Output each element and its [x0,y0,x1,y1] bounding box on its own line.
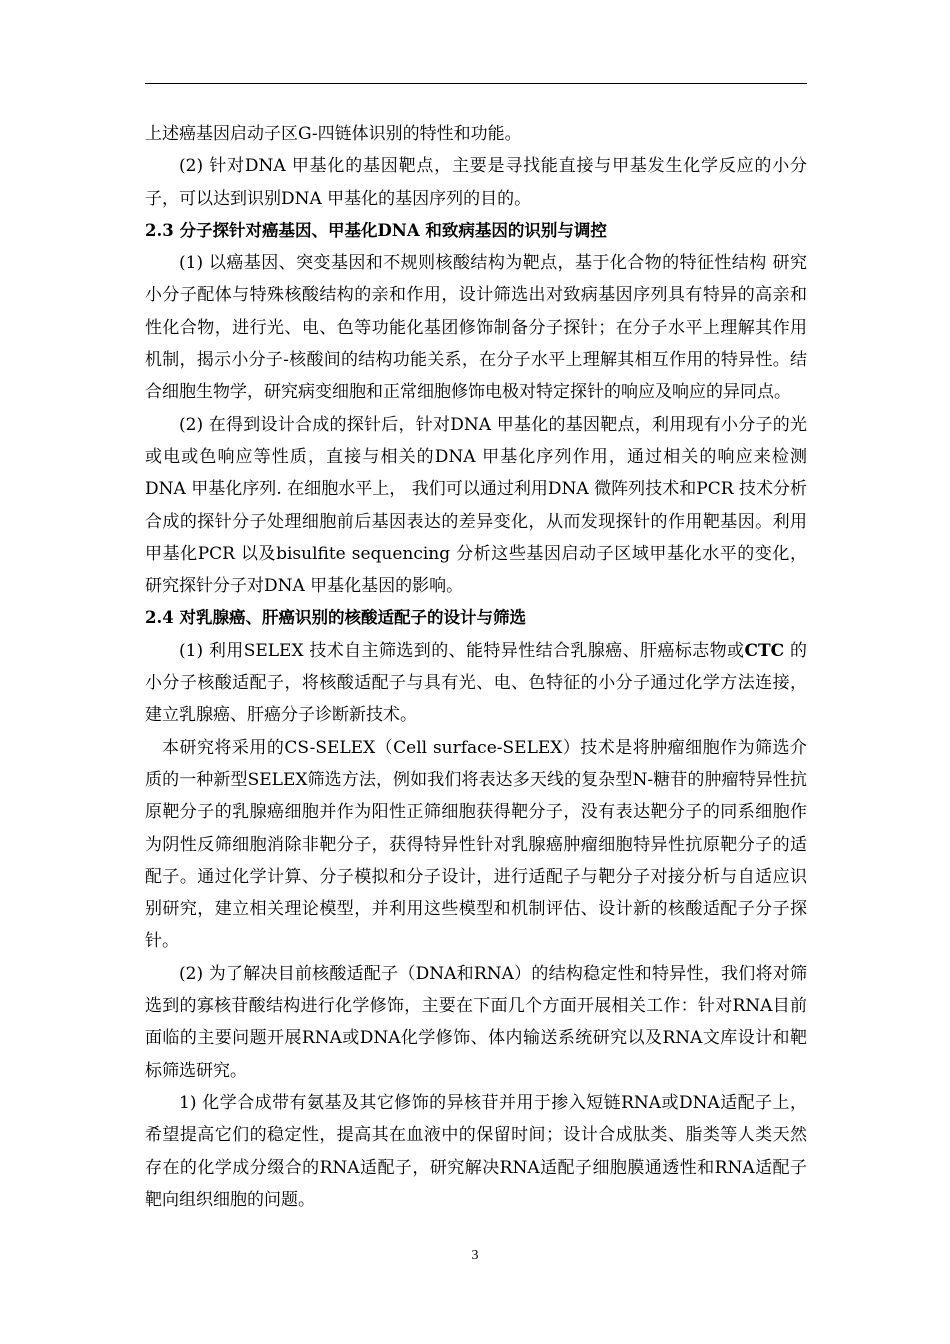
ctc-term: CTC [744,640,785,661]
body-text [145,118,807,1216]
selex-text-part2: 的小分子核酸适配子，将核酸适配子与具有光、电、色特征的小分子通过化学方法连接，建立乳腺癌、肝癌分子诊断新技术。 [145,640,807,726]
section-heading-2-4: 2.4 对乳腺癌、肝癌识别的核酸适配子的设计与筛选 [145,608,526,628]
section-heading-2-3: 2.3 分子探针对癌基因、甲基化DNA 和致病基因的识别与调控 [145,220,607,240]
paragraph-continuation: 上述癌基因启动子区G-四链体识别的特性和功能。 [145,124,522,144]
paragraph-dna-methylation-target: (2) 针对DNA 甲基化的基因靶点，主要是寻找能直接与甲基发生化学反应的小分子，可以达到识别DNA 甲基化的基因序列的目的。 [145,156,807,209]
paragraph-probe-detection: (2) 在得到设计合成的探针后，针对DNA 甲基化的基因靶点，利用现有小分子的光或电或色响应等性质，直接与相关的DNA 甲基化序列作用，通过相关的响应来检测DNA 甲基化序列. 在细胞水平上， 我们可以通过利用DNA 微阵列技术和PCR 技术分析合成的探针分子处理细胞前后基因表达的差异变化，从而发现探针的作用靶基因。利用甲基化PCR 以及bisulfite sequencing 分析这些基因启动子区域甲基化水平的变化，研究探针分子对DNA 甲基化基因的影响。 [145,414,807,597]
page-number: 3 [471,1248,479,1263]
paragraph-modified-nucleosides: 1) 化学合成带有氨基及其它修饰的异核苷并用于掺入短链RNA或DNA适配子上，希望提高它们的稳定性，提高其在血液中的保留时间；设计合成肽类、脂类等人类天然存在的化学成分缀合的RNA适配子，研究解决RNA适配子细胞膜通透性和RNA适配子靶向组织细胞的问题。 [145,1092,807,1210]
header-rule [145,83,807,84]
selex-text-part1: (1) 利用SELEX 技术自主筛选到的、能特异性结合乳腺癌、肝癌标志物或 [179,640,745,661]
paragraph-selex-aptamer [145,635,807,732]
paragraph-chemical-modification: (2) 为了解决目前核酸适配子（DNA和RNA）的结构稳定性和特异性，我们将对筛选到的寡核苷酸结构进行化学修饰，主要在下面几个方面开展相关工作：针对RNA目前面临的主要问题开展RNA或DNA化学修饰、体内输送系统研究以及RNA文库设计和靶标筛选研究。 [145,963,807,1081]
paragraph-cs-selex: 本研究将采用的CS-SELEX（Cell surface-SELEX）技术是将肿瘤细胞作为筛选介质的一种新型SELEX筛选方法，例如我们将表达多天线的复杂型N-糖苷的肿瘤特异性抗原靶分子的乳腺癌细胞并作为阳性正筛细胞获得靶分子，没有表达靶分子的同系细胞作为阴性反筛细胞消除非靶分子，获得特异性针对乳腺癌肿瘤细胞特异性抗原靶分子的适配子。通过化学计算、分子模拟和分子设计，进行适配子与靶分子对接分析与自适应识别研究，建立相关理论模型，并利用这些模型和机制评估、设计新的核酸适配子分子探针。 [145,737,807,952]
paragraph-probe-design: (1) 以癌基因、突变基因和不规则核酸结构为靶点，基于化合物的特征性结构 研究小分子配体与特殊核酸结构的亲和作用，设计筛选出对致病基因序列具有特异的高亲和性化合物，进行光、电、色等功能化基团修饰制备分子探针；在分子水平上理解其作用机制，揭示小分子-核酸间的结构功能关系，在分子水平上理解其相互作用的特异性。结合细胞生物学，研究病变细胞和正常细胞修饰电极对特定探针的响应及响应的异同点。 [145,253,807,403]
